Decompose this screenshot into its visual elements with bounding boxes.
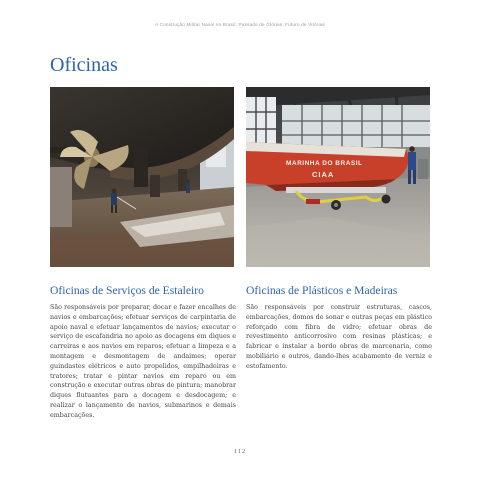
section-body: São responsáveis por preparar, docar e fazer encalhes de navios e embarcações; efetuar serviços de carpintaria de apoio naval e efetuar lançamentos de navios; executar o serviço de escafandria no apoio as docagens em diques e carreiras e aos navios em reparos; efetuar a limpeza e a montagem e desmontagem de andaimes; operar guindastes elétricos e auto propelidos, empilhadeiras e tratores; tratar e pintar navios em reparo ou em construção e executar outras obras de pintura; manobrar diques flutuantes para a docagem e desdocagem; e realizar o lançamento de navios, submarinos e demais embarcações. [50,304,236,419]
boat-name-line2: CIAA [312,170,335,179]
running-header: A Construção Militar Naval no Brasil: Passado de Glórias, Futuro de Vitórias [155,22,325,27]
page-number: 112 [233,448,247,455]
photo-drydock-propeller [50,87,234,267]
photo-workshop-boat [246,87,430,267]
section-shipyard-services [50,284,236,421]
section-heading: Oficinas de Serviços de Estaleiro [50,284,204,297]
section-body: São responsáveis por construir estruturas, cascos, embarcações, domos de sonar e outras peças em plástico reforçado com fibra de vidro; efetuar obras de revestimento anticorrosivo com resinas plásticas; e fabricar e instalar a bordo obras de marcenaria, como mobiliário e outros, dando-lhes acabamento de verniz e estofamento. [246,304,432,370]
section-plastics-woods [246,284,432,372]
section-heading: Oficinas de Plásticos e Madeiras [246,284,398,297]
page-title: Oficinas [50,54,118,76]
boat-name-line1: MARINHA DO BRASIL [286,160,363,167]
